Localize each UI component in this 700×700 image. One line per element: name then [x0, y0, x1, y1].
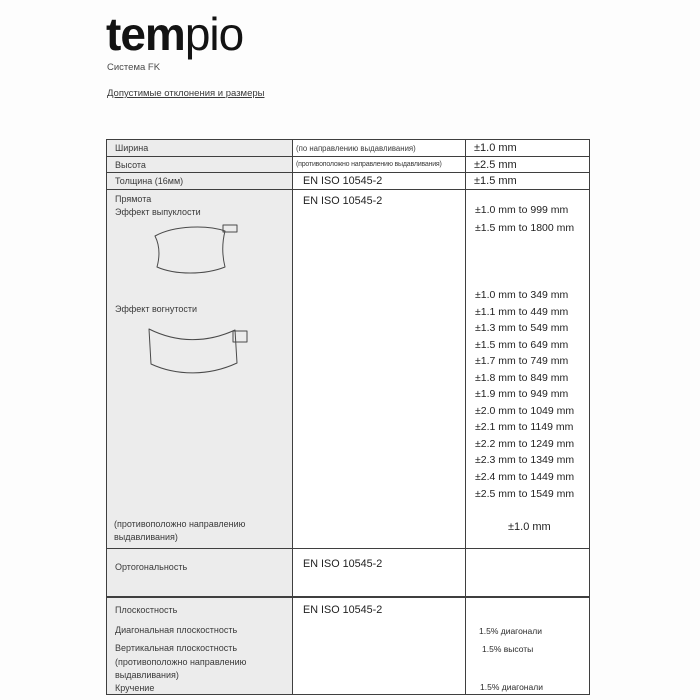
flatness-label: Плоскостность — [115, 605, 178, 615]
vertical-flatness-label: Вертикальная плоскостность (противоположно направлению выдавливания) — [115, 643, 247, 680]
convexity-value: ±1.0 mm to 999 mm — [475, 204, 569, 216]
tempio-logo — [106, 10, 243, 58]
orthogonality-method: EN ISO 10545-2 — [303, 558, 383, 570]
orthogonality-label-cell — [107, 549, 293, 598]
concavity-value: ±1.0 mm to 349 mm — [475, 289, 569, 301]
vertical-flatness-value: 1.5% высоты — [482, 644, 534, 654]
thickness-label-cell — [107, 173, 293, 190]
width-method: (по направлению выдавливания) — [296, 143, 416, 153]
diagonal-flatness-label: Диагональная плоскостность — [115, 625, 238, 635]
orthogonality-value-cell — [466, 549, 589, 598]
height-method: (противоположно направлению выдавливания) — [296, 161, 442, 168]
concavity-label: Эффект вогнутости — [115, 304, 198, 314]
thickness-value: ±1.5 mm — [474, 175, 517, 187]
width-value: ±1.0 mm — [474, 142, 517, 154]
logo-light-part: pio — [184, 8, 244, 60]
straightness-method-cell — [293, 190, 466, 549]
concavity-value: ±1.3 mm to 549 mm — [475, 322, 569, 335]
concavity-value: ±2.0 mm to 1049 mm — [475, 404, 575, 417]
torsion-value: 1.5% диагонали — [480, 682, 543, 692]
straightness-opposite-label: (противоположно направлению выдавливания) — [114, 519, 246, 542]
thickness-label: Толщина (16мм) — [115, 176, 184, 186]
concavity-value: ±2.5 mm to 1549 mm — [475, 487, 575, 500]
width-label-cell — [107, 140, 293, 157]
logo-bold-part: tem — [106, 8, 185, 60]
flatness-method-cell — [293, 598, 466, 694]
width-label: Ширина — [115, 143, 149, 153]
thickness-method-cell — [293, 173, 466, 190]
torsion-label: Кручение — [115, 683, 155, 693]
convexity-label: Эффект выпуклости — [115, 207, 201, 217]
diagonal-flatness-value: 1.5% диагонали — [479, 626, 542, 636]
concavity-value: ±1.8 mm to 849 mm — [475, 371, 569, 384]
concavity-value: ±1.9 mm to 949 mm — [475, 388, 569, 401]
straightness-label-cell — [107, 190, 293, 549]
width-value-cell — [466, 140, 589, 157]
straightness-method: EN ISO 10545-2 — [303, 195, 383, 207]
height-label: Высота — [115, 159, 146, 170]
height-value-cell — [466, 157, 589, 173]
tolerances-link[interactable]: Допустимые отклонения и размеры — [107, 88, 265, 99]
straightness-value-cell — [466, 190, 589, 549]
concavity-value: ±1.5 mm to 649 mm — [475, 338, 569, 351]
concavity-value: ±2.3 mm to 1349 mm — [475, 454, 575, 467]
concavity-value: ±2.4 mm to 1449 mm — [475, 471, 575, 484]
tolerance-table — [106, 139, 590, 695]
height-label-cell — [107, 157, 293, 173]
convexity-value: ±1.5 mm to 1800 mm — [475, 221, 575, 234]
concavity-values — [475, 287, 574, 502]
orthogonality-label: Ортогональность — [115, 562, 188, 572]
concavity-value: ±1.7 mm to 749 mm — [475, 355, 569, 368]
flatness-label-cell — [107, 598, 293, 694]
height-method-cell — [293, 157, 466, 173]
thickness-method: EN ISO 10545-2 — [303, 175, 383, 187]
concavity-value: ±1.1 mm to 449 mm — [475, 305, 569, 318]
system-name: Система FK — [107, 62, 161, 73]
concave-panel-diagram — [147, 326, 248, 376]
height-value: ±2.5 mm — [474, 158, 517, 171]
thickness-value-cell — [466, 173, 589, 190]
width-method-cell — [293, 140, 466, 157]
concavity-value: ±2.2 mm to 1249 mm — [475, 437, 575, 450]
straightness-opposite-value: ±1.0 mm — [508, 521, 551, 533]
straightness-label: Прямота — [115, 194, 152, 204]
concavity-value: ±2.1 mm to 1149 mm — [475, 421, 574, 434]
flatness-method: EN ISO 10545-2 — [303, 604, 383, 616]
flatness-value-cell — [466, 598, 589, 694]
convexity-values — [475, 202, 574, 237]
orthogonality-method-cell — [293, 549, 466, 598]
convex-panel-diagram — [153, 222, 239, 276]
